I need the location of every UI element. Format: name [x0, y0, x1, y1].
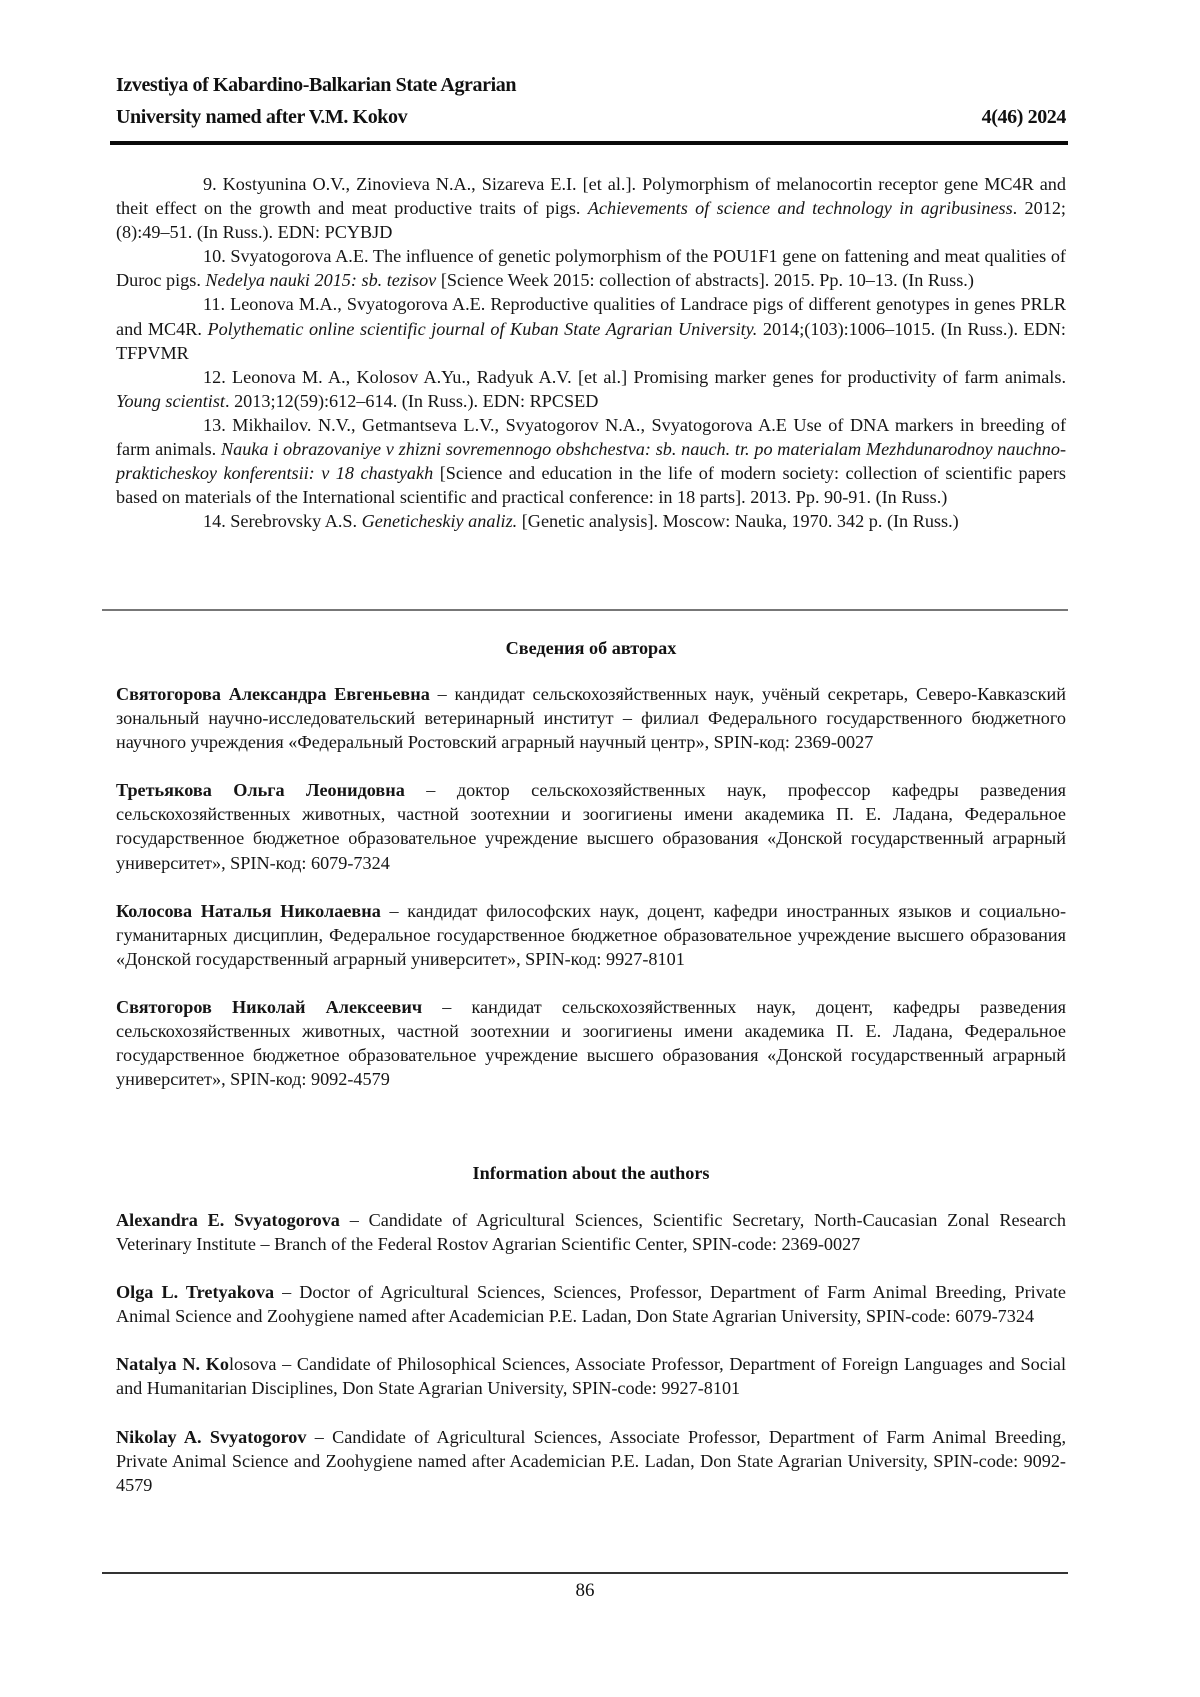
- author-entry: Alexandra E. Svyatogorova – Candidate of Agricultural Sciences, Scientific Secretary, North-Caucasian Zonal Research Veterinary Institute – Branch of the Federal Rostov Agrarian Scientific Center, SPIN-code: 2369-0027: [116, 1210, 1066, 1255]
- author-entry: Olga L. Tretyakova – Doctor of Agricultural Sciences, Sciences, Professor, Department of Farm Animal Breeding, Private Animal Science and Zoohygiene named after Academician P.E. Ladan, Don State Agrarian University, SPIN-code: 6079-7324: [116, 1282, 1066, 1327]
- reference-item: 12. Leonova M. A., Kolosov A.Yu., Radyuk A.V. [et al.] Promising marker genes for productivity of farm animals. Young scientist. 2013;12(59):612–614. (In Russ.). EDN: RPCSED: [116, 366, 1066, 411]
- author-entry: Святогорова Александра Евгеньевна – кандидат сельскохозяйственных наук, учёный секретарь, Северо-Кавказский зональный научно-исследовательский ветеринарный институт – филиал Федерального государственного бюджетного научного учреждения «Федеральный Ростовский аграрный научный центр», SPIN-код: 2369-0027: [116, 684, 1066, 753]
- reference-source: Geneticheskiy analiz.: [361, 511, 518, 532]
- reference-source: Nedelya nauki 2015: sb. tezisov: [205, 270, 437, 291]
- issue-number: 4(46) 2024: [981, 106, 1066, 128]
- author-name: Nikolay A. Svyatogorov: [116, 1426, 307, 1447]
- authors-ru-heading: Сведения об авторах: [505, 638, 677, 658]
- reference-list: [116, 172, 1066, 533]
- author-entry: Natalya N. Kolosova – Candidate of Philosophical Sciences, Associate Professor, Department of Foreign Languages and Social and Humanitarian Disciplines, Don State Agrarian University, SPIN-code: 9927-8101: [116, 1354, 1066, 1399]
- reference-source: Nauka i obrazovaniye v zhizni sovremennogo obshchestva: sb. nauch. tr. po materialam Mezhdunarodnoy nauchno-prakticheskoy konferentsii: v 18 chastyakh: [116, 439, 1066, 484]
- header-rule: [110, 141, 1068, 145]
- author-name: Святогоров Николай Алексеевич: [116, 996, 423, 1017]
- section-divider: [102, 609, 1068, 611]
- author-name: Святогорова Александра Евгеньевна: [116, 684, 430, 704]
- author-name: Третьякова Ольга Леонидовна: [116, 780, 405, 801]
- reference-item: 13. Mikhailov. N.V., Getmantseva L.V., Svyatogorov N.A., Svyatogorova A.E Use of DNA markers in breeding of farm animals. Nauka i obrazovaniye v zhizni sovremennogo obshchestva: sb. nauch. tr. po materialam Mezhdunarodnoy nauchno-prakticheskoy konferentsii: v 18 chastyakh [Science and education in the life of modern society: collection of scientific papers based on materials of the International scientific and practical conference: in 18 parts]. 2013. Pp. 90-91. (In Russ.): [116, 414, 1067, 508]
- reference-item: 10. Svyatogorova A.E. The influence of genetic polymorphism of the POU1F1 gene on fattening and meat qualities of Duroc pigs. Nedelya nauki 2015: sb. tezisov [Science Week 2015: collection of abstracts]. 2015. Pp. 10–13. (In Russ.): [116, 246, 1066, 291]
- authors-en-list: [116, 1208, 1066, 1521]
- reference-source: Polythematic online scientific journal of Kuban State Agrarian University.: [207, 318, 758, 339]
- reference-item: 14. Serebrovsky A.S. Geneticheskiy analiz. [Genetic analysis]. Moscow: Nauka, 1970. 342 p. (In Russ.): [203, 511, 959, 532]
- author-entry: Святогоров Николай Алексеевич – кандидат сельскохозяйственных наук, доцент, кафедры разведения сельскохозяйственных животных, частной зоотехнии и зоогигиены имени академика П. Е. Ладана, Федеральное государственное бюджетное образовательное учреждение высшего образования «Донской государственный аграрный университет», SPIN-код: 9092-4579: [116, 996, 1066, 1090]
- journal-header-line2: [116, 106, 1066, 129]
- author-entry: Nikolay A. Svyatogorov – Candidate of Agricultural Sciences, Associate Professor, Department of Farm Animal Breeding, Private Animal Science and Zoohygiene named after Academician P.E. Ladan, Don State Agrarian University, SPIN-code: 9092-4579: [116, 1426, 1066, 1495]
- author-entry: Колосова Наталья Николаевна – кандидат философских наук, доцент, кафедри иностранных языков и социально-гуманитарных дисциплин, Федеральное государственное бюджетное образовательное учреждение высшего образования «Донской государственный аграрный университет», SPIN-код: 9927-8101: [116, 900, 1066, 969]
- reference-item: 11. Leonova M.A., Svyatogorova A.E. Reproductive qualities of Landrace pigs of different genotypes in genes PRLR and MC4R. Polythematic online scientific journal of Kuban State Agrarian University. 2014;(103):1006–1015. (In Russ.). EDN: TFPVMR: [116, 294, 1066, 363]
- reference-item: 9. Kostyunina O.V., Zinovieva N.A., Sizareva E.I. [et al.]. Polymorphism of melanocortin receptor gene MC4R and theit effect on the growth and meat productive traits of pigs. Achievements of science and technology in agribusiness. 2012;(8):49–51. (In Russ.). EDN: PCYBJD: [116, 174, 1066, 243]
- author-entry: Третьякова Ольга Леонидовна – доктор сельскохозяйственных наук, профессор кафедры разведения сельскохозяйственных животных, частной зоотехнии и зоогигиены имени академика П. Е. Ладана, Федеральное государственное бюджетное образовательное учреждение высшего образования «Донской государственный аграрный университет», SPIN-код: 6079-7324: [116, 780, 1066, 873]
- author-name: Alexandra E. Svyatogorova: [116, 1210, 340, 1230]
- reference-source: Young scientist: [116, 390, 225, 411]
- reference-source: Achievements of science and technology in agribusiness: [587, 198, 1013, 219]
- journal-title-line1: Izvestiya of Kabardino-Balkarian State Agrarian: [116, 74, 517, 96]
- page-number: 86: [575, 1580, 595, 1601]
- footer-rule: [102, 1572, 1068, 1574]
- authors-ru-list: [116, 682, 1066, 1115]
- author-name: Olga L. Tretyakova: [116, 1282, 275, 1303]
- journal-title-line2: University named after V.M. Kokov: [116, 106, 408, 128]
- authors-en-heading: Information about the authors: [472, 1163, 710, 1183]
- author-name: Natalya N. Ko: [116, 1354, 229, 1375]
- author-name: Колосова Наталья Николаевна: [116, 900, 381, 921]
